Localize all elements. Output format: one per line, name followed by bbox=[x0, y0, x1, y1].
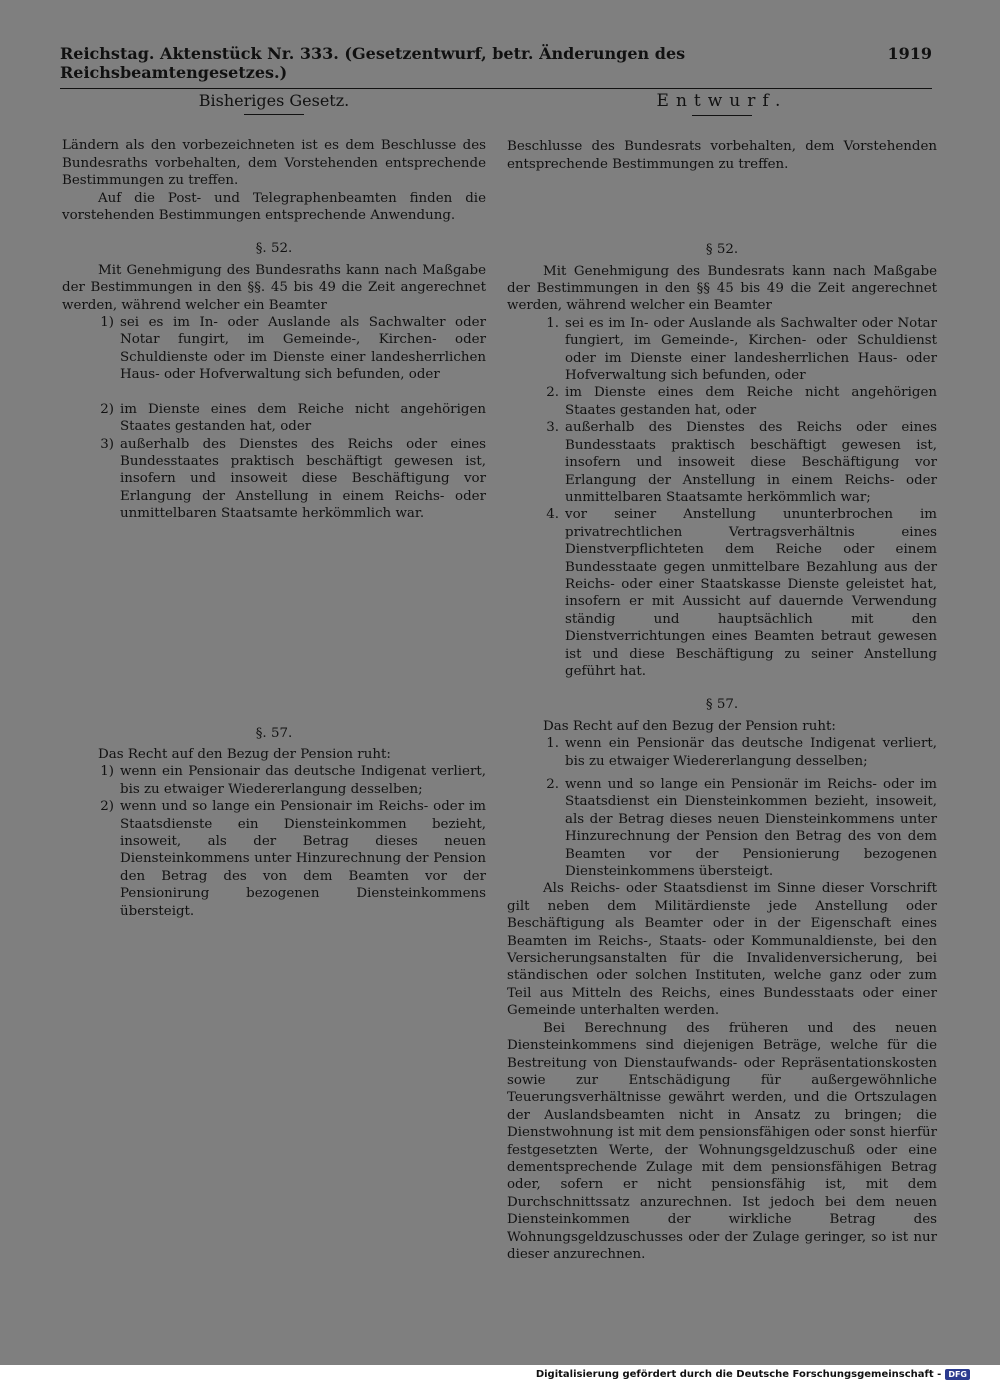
list-item bbox=[507, 506, 937, 680]
paragraph: Auf die Post- und Telegraphenbeamten finden die vorstehenden Bestimmungen entsprechende Anwendung. bbox=[62, 190, 486, 224]
column-title-draft bbox=[507, 92, 937, 116]
list-number: 1. bbox=[546, 315, 559, 331]
list-item bbox=[507, 776, 937, 880]
column-title-text: Entwurf. bbox=[656, 91, 788, 111]
list-number: 1) bbox=[100, 315, 114, 331]
list-text: sei es im In- oder Auslande als Sachwalter oder Notar fungirt, im Gemeinde-, Kirchen- oder Schuldienste oder im Dienste einer landesherrlichen Haus- oder Hofverwaltung sich befunden, oder bbox=[120, 315, 486, 383]
list-number: 2. bbox=[546, 777, 559, 792]
list-text: wenn und so lange ein Pensionär im Reichs- oder im Staatsdienst ein Diensteinkommen bezieht, insoweit, als der Betrag dieses neuen Diensteinkommens unter Hinzurechnung der Pension den Betrag des von dem Beamten vor der Pensionierung bezogenen Diensteinkommens übersteigt. bbox=[565, 777, 937, 880]
list-number: 2) bbox=[100, 799, 114, 815]
header-title: Reichstag. Aktenstück Nr. 333. (Gesetzentwurf, betr. Änderungen des Reichsbeamtengesetzes.) bbox=[60, 44, 686, 82]
column-title-old-law bbox=[62, 92, 486, 115]
section-57-list bbox=[507, 735, 937, 880]
column-draft bbox=[507, 92, 937, 1263]
list-number: 1. bbox=[546, 736, 559, 752]
list-text: wenn ein Pensionär das deutsche Indigenat verliert, bis zu etwaiger Wiedererlangung desselben; bbox=[565, 736, 937, 769]
section-52-list bbox=[507, 315, 937, 681]
list-number: 2. bbox=[546, 385, 559, 401]
section-57-intro: Das Recht auf den Bezug der Pension ruht: bbox=[98, 746, 391, 762]
page-number: 1919 bbox=[887, 44, 932, 63]
section-52-intro: Mit Genehmigung des Bundesraths kann nach Maßgabe der Bestimmungen in den §§. 45 bis 49 die Zeit angerechnet werden, während welcher ein Beamter bbox=[62, 262, 486, 313]
list-text: im Dienste eines dem Reiche nicht angehörigen Staates gestanden hat, oder bbox=[120, 401, 486, 435]
list-number: 1) bbox=[100, 764, 114, 780]
paragraph: Beschlusse des Bundesrats vorbehalten, dem Vorstehenden entsprechende Bestimmungen zu treffen. bbox=[507, 139, 937, 172]
section-heading-57: §. 57. bbox=[255, 725, 293, 741]
spacer bbox=[507, 173, 937, 225]
list-text: wenn ein Pensionair das deutsche Indigenat verliert, bis zu etwaiger Wiedererlangung desselben; bbox=[120, 764, 486, 797]
list-text: vor seiner Anstellung ununterbrochen im privatrechtlichen Vertragsverhältnis eines Dienstverpflichteten dem Reiche oder einem Bundesstaate gegen unmittelbare Bezahlung aus der Reichs- oder einer Staatskasse Dienste geleistet hat, insofern er mit Aussicht auf dauernde Verwendung ständig und hauptsächlich mit den Dienstverrichtungen eines Beamten betraut gewesen ist und diese Beschäftigung zu seiner Anstellung geführt hat. bbox=[565, 507, 937, 679]
list-item bbox=[62, 763, 486, 798]
list-number: 2) bbox=[100, 401, 114, 417]
section-heading-52: §. 52. bbox=[255, 241, 293, 257]
section-57-paragraph: Als Reichs- oder Staatsdienst im Sinne dieser Vorschrift gilt neben dem Militärdienste jede Anstellung oder Beschäftigung als Beamter oder in der Eigenschaft eines Beamten im Reichs-, Staats- oder Kommunaldienste, bei den Versicherungsanstalten für die Invalidenversicherung, bei ständischen oder solchen Instituten, welche ganz oder zum Teil aus Mitteln des Reichs, eines Bundesstaats oder einer Gemeinde unterhalten werden. bbox=[507, 881, 937, 1019]
list-item bbox=[62, 798, 486, 920]
list-text: im Dienste eines dem Reiche nicht angehörigen Staates gestanden hat, oder bbox=[565, 385, 937, 418]
footer-credit: Digitalisierung gefördert durch die Deutsche Forschungsgemeinschaft - bbox=[535, 1368, 942, 1380]
list-item bbox=[507, 315, 937, 385]
list-text: außerhalb des Dienstes des Reichs oder eines Bundesstaats praktisch beschäftigt gewesen ist, insofern und insoweit diese Beschäftigung vor Erlangung der Anstellung in einem Reichs- oder unmittelbaren Staatsamte herkömmlich war; bbox=[565, 420, 937, 505]
section-heading-52: § 52. bbox=[705, 242, 739, 258]
section-57-paragraph: Bei Berechnung des früheren und des neuen Diensteinkommens sind diejenigen Beträge, welche für die Bestreitung von Dienstaufwands- oder Repräsentationskosten sowie zur Entschädigung für außergewöhnliche Teuerungsverhältnisse gewährt werden, und die Ortszulagen der Auslandsbeamten nicht in Ansatz zu bringen; die Dienstwohnung ist mit dem pensionsfähigen oder sonst hierfür festgesetzten Werte, der Wohnungsgeldzuschuß oder eine dementsprechende Zulage mit dem pensionsfähigen Betrag oder, sofern er nicht pensionsfähig ist, mit dem Durchschnittssatz anzurechnen. Ist jedoch bei dem neuen Diensteinkommen der wirkliche Betrag des Wohnungsgeldzuschusses oder der Zulage geringer, so ist nur dieser anzurechnen. bbox=[507, 1020, 937, 1262]
list-text: außerhalb des Dienstes des Reichs oder eines Bundesstaates praktisch beschäftigt gewesen ist, insofern und insoweit diese Beschäftigung vor Erlangung der Anstellung in einem Reichs- oder unmittelbaren Staatsamte herkömmlich war. bbox=[120, 436, 486, 522]
list-number: 3. bbox=[546, 420, 559, 436]
spacer bbox=[62, 523, 486, 709]
list-item bbox=[62, 401, 486, 436]
dfg-logo: DFG bbox=[945, 1369, 970, 1380]
section-heading-57: § 57. bbox=[705, 697, 739, 713]
list-item bbox=[507, 419, 937, 506]
list-text: wenn und so lange ein Pensionair im Reichs- oder im Staatsdienste ein Diensteinkommen bezieht, insoweit, als der Betrag dieses neuen Diensteinkommens unter Hinzurechnung der Pension den Betrag des von dem Beamten vor der Pensionirung bezogenen Diensteinkommens übersteigt. bbox=[120, 799, 486, 919]
column-old-law bbox=[62, 92, 486, 920]
column-title-text: Bisheriges Gesetz. bbox=[198, 91, 350, 110]
list-item bbox=[62, 436, 486, 523]
spacer bbox=[62, 384, 486, 401]
list-text: sei es im In- oder Auslande als Sachwalter oder Notar fungiert, im Gemeinde-, Kirchen- oder Schuldienst oder im Dienste einer landesherrlichen Haus- oder Hofverwaltung sich befunden, oder bbox=[565, 315, 937, 384]
digitization-footer bbox=[0, 1365, 1000, 1383]
list-item bbox=[507, 735, 937, 770]
title-rule bbox=[692, 115, 752, 116]
list-item bbox=[507, 384, 937, 419]
section-52-list bbox=[62, 314, 486, 522]
title-rule bbox=[244, 114, 304, 115]
page-header bbox=[60, 44, 932, 89]
list-number: 4. bbox=[546, 507, 559, 523]
list-item bbox=[62, 314, 486, 384]
list-number: 3) bbox=[100, 436, 114, 452]
section-57-list bbox=[62, 763, 486, 920]
paragraph: Ländern als den vorbezeichneten ist es dem Beschlusse des Bundesraths vorbehalten, dem Vorstehenden entsprechende Bestimmungen zu treffen. bbox=[62, 138, 486, 189]
section-57-intro: Das Recht auf den Bezug der Pension ruht: bbox=[543, 718, 836, 734]
section-52-intro: Mit Genehmigung des Bundesrats kann nach Maßgabe der Bestimmungen in den §§ 45 bis 49 die Zeit angerechnet werden, während welcher ein Beamter bbox=[507, 263, 937, 314]
